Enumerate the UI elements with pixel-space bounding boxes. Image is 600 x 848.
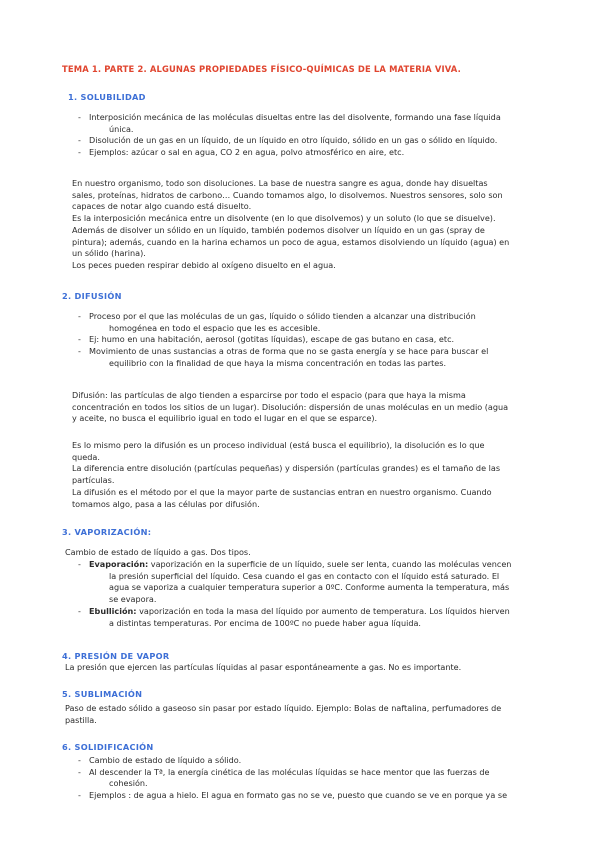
list-item: - Movimiento de unas sustancias a otras de forma que no se gasta energía y se hace para buscar el equilibrio con la finalidad de que haya la misma concentración en todas las partes. — [76, 346, 546, 369]
list-item-evaporacion: - Evaporación: vaporización en la superficie de un líquido, suele ser lenta, cuando las moléculas vencen la presión superficial del líquido. Cesa cuando el gas en contacto con el líquido está saturado. El agua se vaporiza a cualquier temperatura superior a 0ºC. Conforme aumenta la temperatura, más se evapora. — [76, 559, 546, 606]
term-evaporacion: Evaporación: — [89, 559, 149, 569]
difusion-bullets — [76, 311, 546, 370]
sublimacion-text: Paso de estado sólido a gaseoso sin pasar por estado líquido. Ejemplo: Bolas de naftalina, perfumadores de pastilla. — [65, 703, 502, 725]
heading-difusion: 2. DIFUSIÓN — [62, 291, 122, 301]
list-item-ebullicion: - Ebullición: vaporización en toda la masa del líquido por aumento de temperatura. Los líquidos hierven a distintas temperaturas. Por encima de 100ºC no puede haber agua líquida. — [76, 606, 546, 629]
heading-solidificacion: 6. SOLIDIFICACIÓN — [62, 742, 154, 752]
list-item: - Ejemplos : de agua a hielo. El agua en formato gas no se ve, puesto que cuando se ve en porque ya se — [76, 790, 546, 802]
list-item: - Ejemplos: azúcar o sal en agua, CO 2 en agua, polvo atmosférico en aire, etc. — [76, 147, 546, 159]
heading-sublimacion: 5. SUBLIMACIÓN — [62, 689, 143, 699]
list-item: - Proceso por el que las moléculas de un gas, líquido o sólido tienden a alcanzar una distribución homogénea en todo el espacio que les es accesible. — [76, 311, 546, 334]
difusion-paragraph-2: Es lo mismo pero la difusión es un proceso individual (está busca el equilibrio), la disolución es lo que queda. La diferencia entre disolución (partículas pequeñas) y dispersión (partículas grandes) es el tamaño de las partículas. La difusión es el método por el que la mayor parte de sustancias entran en nuestro organismo. Cuando tomamos algo, pasa a las células por difusión. — [72, 440, 501, 509]
presion-de-vapor-text: La presión que ejercen las partículas líquidas al pasar espontáneamente a gas. No es importante. — [65, 662, 462, 672]
heading-vaporizacion: 3. VAPORIZACIÓN: — [62, 527, 152, 537]
heading-solubilidad: 1. SOLUBILIDAD — [68, 92, 146, 102]
difusion-paragraph-1: Difusión: las partículas de algo tienden a esparcirse por todo el espacio (para que haya la misma concentración en todos los sitios de un lugar). Disolución: dispersión de unas moléculas en un medio (agua y aceite, no busca el equilibrio igual en todo el lugar en el que se esparce). — [72, 390, 509, 424]
list-item: - Ej: humo en una habitación, aerosol (gotitas líquidas), escape de gas butano en casa, etc. — [76, 334, 546, 346]
vaporizacion-intro: Cambio de estado de líquido a gas. Dos tipos. — [65, 547, 251, 557]
heading-presion-de-vapor: 4. PRESIÓN DE VAPOR — [62, 651, 170, 661]
list-item: - Cambio de estado de líquido a sólido. — [76, 755, 546, 767]
term-ebullicion: Ebullición: — [89, 605, 137, 616]
list-item: - Interposición mecánica de las moléculas disueltas entre las del disolvente, formando una fase líquida única. — [76, 112, 546, 135]
vaporizacion-bullets — [76, 559, 546, 629]
list-item: - Al descender la Tª, la energía cinética de las moléculas líquidas se hace mentor que las fuerzas de cohesión. — [76, 767, 546, 790]
document-title: TEMA 1. PARTE 2. ALGUNAS PROPIEDADES FÍSICO-QUÍMICAS DE LA MATERIA VIVA. — [62, 64, 461, 74]
solubilidad-bullets — [76, 112, 546, 159]
solubilidad-paragraph: En nuestro organismo, todo son disoluciones. La base de nuestra sangre es agua, donde hay disueltas sales, proteínas, hidratos de carbono… Cuando tomamos algo, lo disolvemos. Nuestros sensores, solo son capaces de notar algo cuando está disuelto. Es la interposición mecánica entre un disolvente (en lo que disolvemos) y un soluto (lo que se disuelve). Además de disolver un sólido en un líquido, también podemos disolver un líquido en un gas (spray de pintura); además, cuando en la harina echamos un poco de agua, estamos disolviendo un líquido (agua) en un sólido (harina). Los peces pueden respirar debido al oxígeno disuelto en el agua. — [72, 178, 510, 270]
list-item: - Disolución de un gas en un líquido, de un líquido en otro líquido, sólido en un gas o sólido en líquido. — [76, 135, 546, 147]
solidificacion-bullets — [76, 755, 546, 802]
